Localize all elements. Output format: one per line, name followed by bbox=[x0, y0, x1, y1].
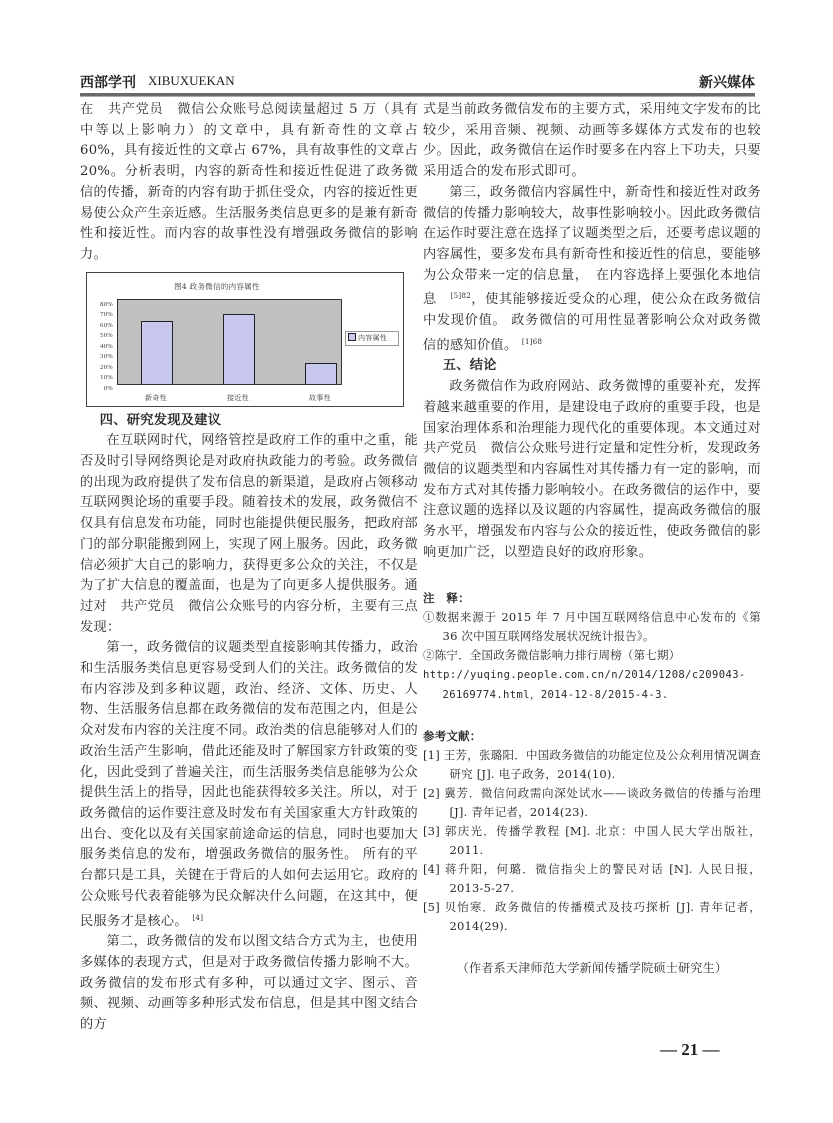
citation: [1]68 bbox=[521, 337, 543, 346]
section-name: 新兴媒体 bbox=[699, 75, 755, 91]
journal-name-en: XIBUXUEKAN bbox=[148, 73, 235, 88]
header-rule bbox=[80, 93, 755, 97]
y-tick: 80% bbox=[100, 300, 113, 308]
paragraph: 第二，政务微信的发布以图文结合方式为主，也使用多媒体的表现方式，但是对于政务微信传播力影响不大。政务微信的发布形式有多种，可以通过文字、图示、音频、视频、动画等多种形式发布信息，但是其中图文结合的方 bbox=[80, 934, 418, 1033]
right-column bbox=[423, 100, 775, 979]
section-heading: 四、研究发现及建议 bbox=[99, 412, 222, 428]
page-number: — 21 — bbox=[660, 1040, 720, 1059]
legend-swatch-icon bbox=[348, 333, 356, 341]
chart-title: 图4 政务微信的内容属性 bbox=[174, 281, 260, 291]
y-tick: 50% bbox=[100, 332, 113, 340]
running-header bbox=[80, 72, 755, 94]
bar-novelty bbox=[141, 321, 173, 384]
y-tick: 70% bbox=[100, 311, 113, 319]
author-note: （作者系天津师范大学新闻传播学院硕士研究生） bbox=[456, 961, 728, 976]
x-label: 新奇性 bbox=[145, 393, 167, 402]
y-tick: 40% bbox=[100, 342, 113, 350]
notes-section bbox=[423, 589, 761, 705]
x-label: 接近性 bbox=[227, 393, 249, 402]
paragraph: 政务微信作为政府网站、政务微博的重要补充，发挥着越来越重要的作用，是建设电子政府的重要手段，也是国家治理体系和治理能力现代化的重要体现。本文通过对 共产党员 微信公众账号进行定量和定性分析，发现政务微信的议题类型和内容属性对其传播力有一定的影响，而发布方式对其传播力影响较小。在政务微信的运作中，要注意议题的选择以及议题的内容属性，提高政务微信的服务水平，增强发布内容与公众的接近性，使政务微信的影响更加广泛，以塑造良好的政府形象。 bbox=[423, 379, 775, 560]
reference-item: [1] 王芳，张璐阳．中国政务微信的功能定位及公众利用情况调查研究 [J]. 电子政务，2014(10). bbox=[423, 748, 761, 782]
y-tick: 10% bbox=[100, 374, 113, 382]
y-tick: 20% bbox=[100, 363, 113, 371]
legend-label: 内容属性 bbox=[358, 333, 388, 342]
paragraph: 式是当前政务微信发布的主要方式，采用纯文字发布的比较少，采用音频、视频、动画等多媒体方式发布的也较少。因此，政务微信在运作时要多在内容上下功夫，只要采用适合的发布形式即可。 bbox=[423, 102, 761, 180]
citation: [5]82 bbox=[450, 292, 471, 301]
reference-item: [2] 冀芳．微信问政需向深处试水——谈政务微信的传播与治理 [J]. 青年记者，2014(23). bbox=[423, 786, 761, 820]
paragraph: 在 共产党员 微信公众账号总阅读量超过 5 万（具有中等以上影响力）的文章中，具有新奇性的文章占 60%，具有接近性的文章占 67%，具有故事性的文章占 20%。分析表明，内容的新奇性和接近性促进了政务微信的传播，新奇的内容有助于抓住受众，内容的接近性更易使公众产生亲近感。生活服务类信息更多的是兼有新奇性和接近性。而内容的故事性没有增强政务微信的影响力。 bbox=[80, 102, 418, 262]
note-url: http://yuqing.people.com.cn/n/2014/1208/c209043-26169774.html，2014-12-8/2015-4-3. bbox=[423, 669, 746, 702]
references-section bbox=[423, 727, 761, 936]
y-tick: 30% bbox=[100, 353, 113, 361]
notes-heading: 注 释： bbox=[423, 591, 470, 606]
note-item: ②陈宁．全国政务微信影响力排行周榜（第七期） bbox=[423, 648, 681, 663]
paragraph: 在互联网时代，网络管控是政府工作的重中之重，能否及时引导网络舆论是对政府执政能力的考验。政务微信的出现为政府提供了发布信息的新渠道，是政府占领移动互联网舆论场的重要手段。随着技术的发展，政务微信不仅具有信息发布功能，同时也能提供便民服务，把政府部门的部分职能搬到网上，实现了网上服务。因此，政务微信必须扩大自己的影响力，获得更多公众的关注，不仅是为了扩大信息的覆盖面，也是为了向更多人提供服务。通过对 共产党员 微信公众账号的内容分析，主要有三点发现： bbox=[80, 433, 418, 635]
references-heading: 参考文献： bbox=[423, 729, 482, 744]
section-heading: 五、结论 bbox=[442, 358, 497, 374]
reference-item: [4] 蒋升阳，何璐．微信指尖上的警民对话 [N]. 人民日报，2013-5-27. bbox=[423, 862, 761, 896]
y-tick: 0% bbox=[103, 384, 113, 392]
paragraph: 第一，政务微信的议题类型直接影响其传播力，政治和生活服务类信息更容易受到人们的关注。政务微信的发布内容涉及到多种议题，政治、经济、文体、历史、人物、生活服务信息都在政务微信的发布范围之内，但是公众对发布内容的关注度不同。政治类的信息能够对人们的政治生活产生影响，借此还能及时了解国家方针政策的变化，因此受到了普遍关注，而生活服务类信息能够为公众提供生活上的指导，因此也能获得较多关注。所以，对于政务微信的运作要注意及时发布有关国家重大方针政策的出台、变化以及有关国家前途命运的信息，同时也要加大服务类信息的发布，增强政务微信的服务性。 所有的平台都只是工具，关键在于背后的人如何去运用它。政府的公众账号代表着能够为民众解决什么问题，在这其中，便民服务才是核心。 [4] bbox=[80, 640, 418, 929]
note-item: ①数据来源于 2015 年 7 月中国互联网络信息中心发布的《第 36 次中国互联网络发展状况统计报告》。 bbox=[423, 610, 761, 644]
reference-item: [5] 贝怡寒．政务微信的传播模式及技巧探析 [J]. 青年记者，2014(29). bbox=[423, 900, 761, 934]
citation: [4] bbox=[192, 913, 204, 922]
plot-area bbox=[117, 299, 342, 385]
chart-legend bbox=[345, 331, 399, 346]
y-tick: 60% bbox=[100, 321, 113, 329]
left-column bbox=[80, 100, 418, 1036]
journal-name: 西部学刊 bbox=[80, 75, 136, 91]
bar-storytelling bbox=[305, 363, 337, 384]
reference-item: [3] 郭庆光．传播学教程 [M]. 北京：中国人民大学出版社，2011. bbox=[423, 824, 761, 858]
x-label: 故事性 bbox=[309, 393, 331, 402]
bar-proximity bbox=[223, 314, 255, 384]
paragraph: 第三，政务微信内容属性中，新奇性和接近性对政务微信的传播力影响较大，故事性影响较小。因此政务微信在运作时要注意在选择了议题类型之后，还要考虑议题的内容属性，要多发布具有新奇性和接近性的信息，要能够为公众带来一定的信息量， 在内容选择上要强化本地信息 $^{[5]82}$，使其能够接近受众的心理，使公众在政务微信中发现价值。 政务微信的可用性显著影响公众对政务微信的感知价值。 $^{[1]68}$ bbox=[423, 184, 761, 353]
bar-chart bbox=[86, 272, 404, 407]
